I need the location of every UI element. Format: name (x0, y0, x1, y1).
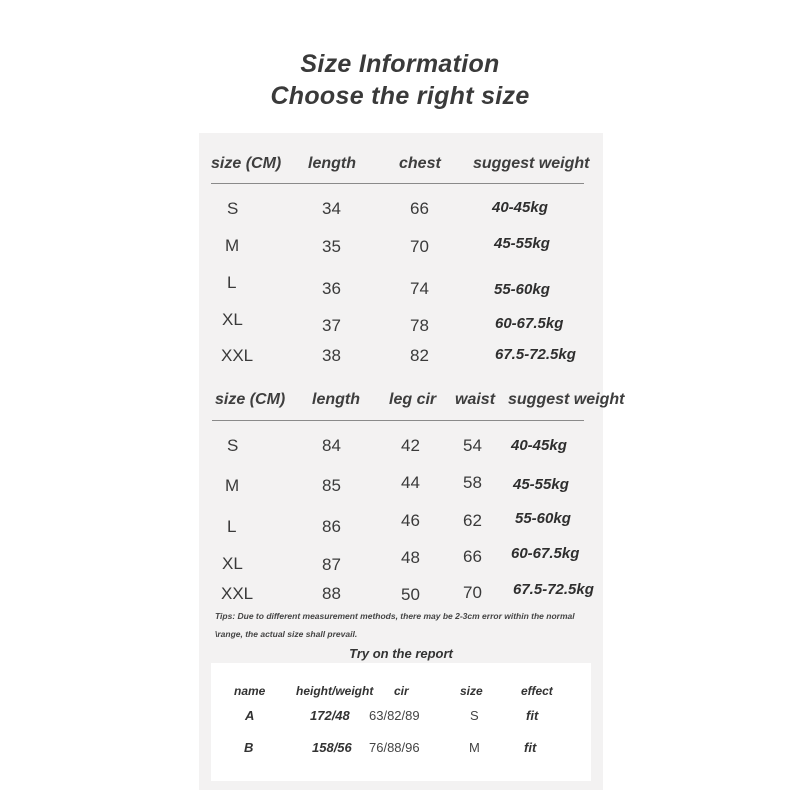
table-cell: 67.5-72.5kg (513, 581, 594, 598)
report-header-name: name (234, 684, 266, 698)
table-cell: 40-45kg (492, 199, 548, 216)
table-cell: XL (222, 310, 243, 329)
table-cell: M (225, 236, 240, 255)
table-cell: 48 (401, 548, 420, 567)
table-cell: 66 (410, 199, 429, 218)
table-cell: XL (222, 554, 243, 573)
report-title: Try on the report (349, 646, 453, 661)
table-cell: 58 (463, 473, 482, 492)
table-cell: 36 (322, 279, 341, 298)
report-cell: 172/48 (310, 708, 350, 723)
table-cell: L (227, 517, 237, 536)
table-cell: 67.5-72.5kg (495, 346, 576, 363)
report-cell: B (244, 740, 254, 755)
table-cell: S (227, 199, 239, 218)
table-cell: 84 (322, 436, 341, 455)
report-cell: 76/88/96 (369, 740, 420, 755)
tips-line-1: Tips: Due to different measurement methods, there may be 2-3cm error within the normal (215, 611, 575, 621)
table-cell: 55-60kg (515, 510, 571, 527)
table-cell: 37 (322, 316, 341, 335)
report-header-height-weight: height/weight (296, 684, 374, 698)
table-cell: 88 (322, 584, 341, 603)
bottom-header-size: size (CM) (215, 391, 286, 408)
table-cell: 86 (322, 517, 341, 536)
table-cell: 54 (463, 436, 482, 455)
report-header-cir: cir (394, 684, 409, 698)
top-header-length: length (308, 155, 356, 172)
report-header-effect: effect (521, 684, 553, 698)
table-cell: 78 (410, 316, 429, 335)
table-cell: 45-55kg (494, 235, 550, 252)
table-cell: 60-67.5kg (511, 545, 580, 562)
table-cell: 70 (463, 583, 482, 602)
page-title: Size Information (300, 50, 500, 78)
table-cell: 34 (322, 199, 341, 218)
bottom-header-leg-cir: leg cir (389, 391, 437, 408)
table-cell: 42 (401, 436, 420, 455)
table-cell: 38 (322, 346, 341, 365)
table-cell: 45-55kg (513, 476, 569, 493)
report-cell: A (245, 708, 255, 723)
table-cell: 66 (463, 547, 482, 566)
table-cell: L (227, 273, 237, 292)
bottom-table-rule (212, 420, 584, 421)
table-cell: 35 (322, 237, 341, 256)
table-cell: 74 (410, 279, 429, 298)
table-cell: XXL (221, 584, 254, 603)
table-cell: 87 (322, 555, 341, 574)
report-cell: fit (526, 708, 539, 723)
table-cell: 44 (401, 473, 420, 492)
table-cell: M (225, 476, 240, 495)
table-cell: 55-60kg (494, 281, 550, 298)
bottom-header-waist: waist (455, 391, 496, 408)
bottom-header-length: length (312, 391, 360, 408)
top-header-size: size (CM) (211, 155, 282, 172)
table-cell: S (227, 436, 239, 455)
table-cell: XXL (221, 346, 254, 365)
table-cell: 70 (410, 237, 429, 256)
bottom-header-weight: suggest weight (508, 391, 625, 408)
tips-line-2: \range, the actual size shall prevail. (215, 629, 358, 639)
report-cell: 158/56 (312, 740, 352, 755)
table-cell: 85 (322, 476, 341, 495)
top-table-rule (211, 183, 584, 184)
report-header-size: size (460, 684, 483, 698)
table-cell: 50 (401, 585, 420, 604)
report-cell: 63/82/89 (369, 708, 420, 723)
table-cell: 46 (401, 511, 420, 530)
top-header-weight: suggest weight (473, 155, 590, 172)
top-header-chest: chest (399, 155, 441, 172)
table-cell: 82 (410, 346, 429, 365)
page-subtitle: Choose the right size (270, 82, 530, 110)
report-cell: S (470, 708, 479, 723)
table-cell: 62 (463, 511, 482, 530)
table-cell: 40-45kg (511, 437, 567, 454)
report-cell: M (469, 740, 480, 755)
table-cell: 60-67.5kg (495, 315, 564, 332)
report-cell: fit (524, 740, 537, 755)
